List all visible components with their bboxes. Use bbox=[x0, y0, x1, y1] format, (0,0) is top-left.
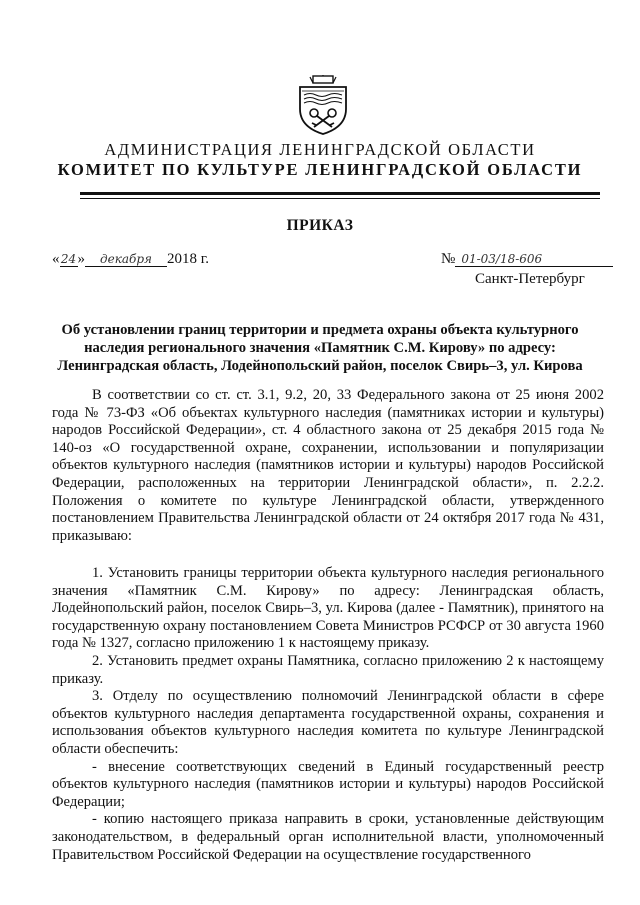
date-year: 2018 г. bbox=[167, 251, 209, 267]
date-open-quote: « bbox=[52, 251, 60, 267]
number-prefix: № bbox=[441, 251, 456, 267]
order-date bbox=[52, 249, 209, 269]
date-close-quote: » bbox=[77, 251, 85, 267]
preamble-paragraph: В соответствии со ст. ст. 3.1, 9.2, 20, 33 Федерального закона от 25 июня 2002 года № 73-ФЗ «Об объектах культурного наследия (памятниках истории и культуры) народов Российской Федерации», ст. 4 областного закона от 25 декабря 2015 года № 140-оз «О государственной охране, сохранении, использовании и популяризации объектов культурного наследия (памятников истории и культуры) народов Российской Федерации, расположенных на территории Ленинградской области», п. 2.2.2. Положения о комитете по культуре Ленинградской области, утвержденного постановлением Правительства Ленинградской области от 24 октября 2017 года № 431, приказываю: bbox=[52, 387, 604, 544]
order-item-3-bullet-1: - внесение соответствующих сведений в Единый государственный реестр объектов культурного наследия (памятников истории и культуры) народов Российской Федерации; bbox=[52, 758, 604, 810]
header-rule-thick bbox=[80, 192, 600, 195]
issue-city: Санкт-Петербург bbox=[475, 271, 585, 287]
header-rule-thin bbox=[80, 198, 600, 199]
committee-name: КОМИТЕТ ПО КУЛЬТУРЕ ЛЕНИНГРАДСКОЙ ОБЛАСТИ bbox=[57, 160, 583, 179]
preamble-block bbox=[52, 387, 604, 545]
date-day: 24 bbox=[60, 252, 77, 266]
date-month: декабря bbox=[85, 252, 167, 267]
order-item-3-bullet-2: - копию настоящего приказа направить в сроки, установленные действующим законодательством, в федеральный орган исполнительной власти, уполномоченный Правительством Российской Федерации на осуществление государственного bbox=[52, 811, 604, 863]
order-item-2: 2. Установить предмет охраны Памятника, согласно приложению 2 к настоящему приказу. bbox=[52, 652, 604, 687]
number-value: 01-03/18-606 bbox=[455, 252, 613, 267]
order-items-block bbox=[52, 565, 604, 864]
document-type-title: ПРИКАЗ bbox=[286, 217, 354, 234]
organization-name: АДМИНИСТРАЦИЯ ЛЕНИНГРАДСКОЙ ОБЛАСТИ bbox=[104, 140, 536, 159]
order-item-3: 3. Отделу по осуществлению полномочий Ленинградской области в сфере объектов культурного наследия департамента государственной охраны, сохранения и использования объектов культурного наследия комитета по культуре Ленинградской области обеспечить: bbox=[52, 688, 604, 757]
order-number bbox=[441, 249, 613, 269]
order-item-1: 1. Установить границы территории объекта культурного наследия регионального значения «Памятник С.М. Кирову» по адресу: Ленинградская область, Лодейнопольский район, поселок Свирь–3, ул. Кирова (далее - Памятник), принятого на государственную охрану постановлением Совета Министров РСФСР от 30 августа 1960 года № 1327, согласно приложению 1 к настоящему приказу. bbox=[52, 565, 604, 652]
document-heading: Об установлении границ территории и предмета охраны объекта культурного наследия регионального значения «Памятник С.М. Кирову» по адресу: Ленинградская область, Лодейнопольский район, поселок Свирь–3, ул. Кирова bbox=[57, 322, 583, 374]
coat-of-arms-icon bbox=[296, 75, 350, 135]
